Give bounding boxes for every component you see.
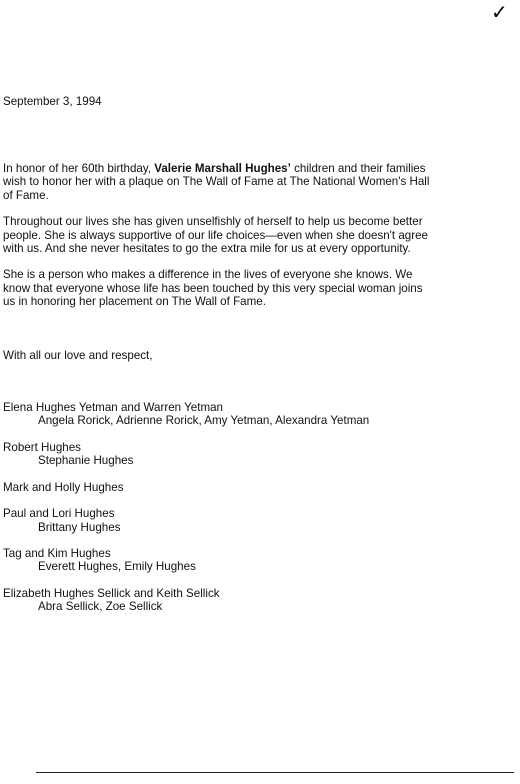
- family-parents: Elena Hughes Yetman and Warren Yetman: [3, 401, 224, 415]
- family-group: [3, 507, 433, 534]
- footer-divider: [36, 772, 514, 773]
- family-group: [3, 441, 433, 468]
- paragraph-difference: She is a person who makes a difference in the lives of everyone she knows. We know that everyone whose life has been touched by this very special woman joins us in honoring her placement on The Wall of Fame.: [3, 268, 423, 309]
- paragraph-honor: [3, 162, 433, 202]
- family-group: [3, 547, 433, 574]
- family-parents: Tag and Kim Hughes: [3, 546, 111, 560]
- family-group: [3, 481, 433, 494]
- family-parents: Mark and Holly Hughes: [3, 480, 124, 494]
- family-children: Angela Rorick, Adrienne Rorick, Amy Yetman, Alexandra Yetman: [38, 414, 370, 428]
- family-parents: Paul and Lori Hughes: [3, 507, 115, 521]
- family-parents: Robert Hughes: [3, 440, 81, 454]
- honoree-name: Valerie Marshall Hughes’: [154, 162, 291, 175]
- family-group: [3, 587, 433, 614]
- family-children: Abra Sellick, Zoe Sellick: [38, 600, 163, 614]
- paragraph-support: Throughout our lives she has given unselfishly of herself to help us become better people. She is always supportive of our life choices—even when she doesn't agree with us. And she never hesitates to go the extra mile for us at every opportunity.: [3, 215, 428, 256]
- family-parents: Elizabeth Hughes Sellick and Keith Sellick: [3, 586, 220, 600]
- family-group: [3, 401, 433, 428]
- family-children: Everett Hughes, Emily Hughes: [38, 560, 196, 574]
- family-children: Stephanie Hughes: [38, 454, 134, 468]
- signature-list: [3, 401, 433, 613]
- family-children: Brittany Hughes: [38, 520, 121, 534]
- letter-date: September 3, 1994: [3, 95, 102, 108]
- closing-line: With all our love and respect,: [3, 348, 153, 362]
- honor-intro-text: In honor of her 60th birthday,: [3, 162, 155, 175]
- letter-body: [3, 95, 433, 627]
- checkmark-icon: ✓: [491, 0, 508, 24]
- honor-rest-text: children and their families wish to honor her with a plaque on The Wall of Fame at The National Women's Hall of Fame.: [3, 162, 430, 202]
